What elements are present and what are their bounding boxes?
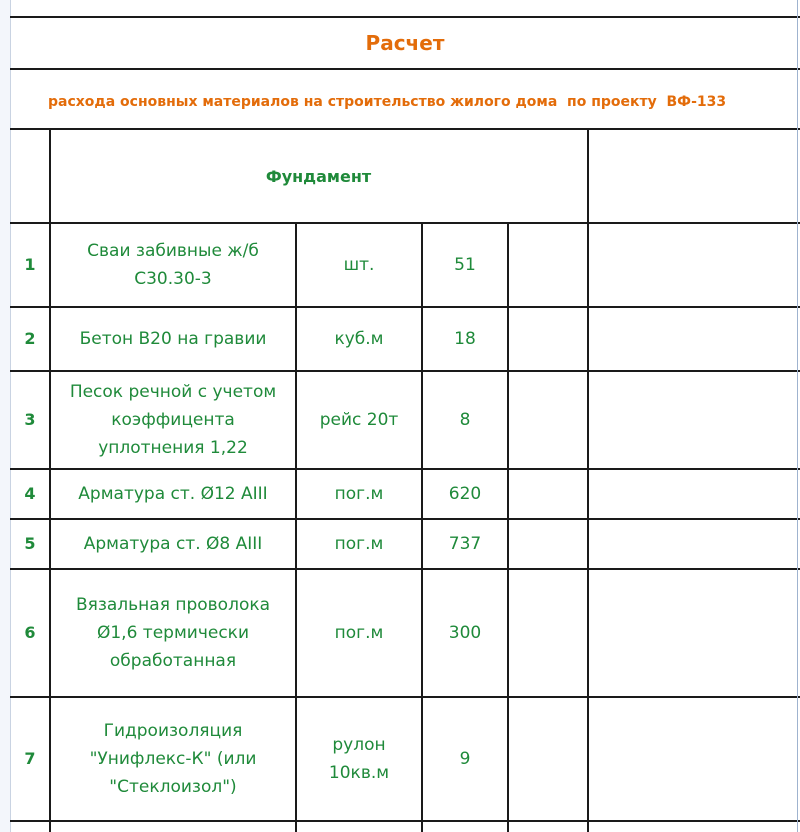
quantity: 18 [454, 329, 476, 349]
unit: пог.м [334, 534, 384, 554]
grid-line [10, 68, 800, 70]
grid-line [587, 128, 589, 832]
quantity: 8 [459, 410, 471, 430]
row-number: 6 [24, 623, 36, 642]
quantity: 51 [454, 255, 476, 275]
grid-line [797, 0, 798, 832]
material-name: Бетон В20 на гравии [79, 329, 267, 349]
material-name: Вязальная проволока Ø1,6 термически обработанная [75, 595, 271, 671]
material-name: Арматура ст. Ø8 АIII [83, 534, 263, 554]
unit: рулон 10кв.м [328, 735, 390, 783]
material-name: Арматура ст. Ø12 АIII [78, 484, 268, 504]
quantity: 737 [448, 534, 482, 554]
material-name: Песок речной с учетом коэффицента уплотнения 1,22 [69, 382, 277, 458]
unit: куб.м [334, 329, 384, 349]
row-number: 1 [24, 255, 36, 274]
row-number: 7 [24, 749, 36, 768]
section-heading: Фундамент [265, 166, 372, 186]
material-name: Сваи забивные ж/б С30.30-3 [87, 241, 259, 289]
unit: рейс 20т [319, 410, 399, 430]
unit: пог.м [334, 623, 384, 643]
row-number: 3 [24, 410, 36, 429]
grid-line [10, 820, 800, 822]
material-name: Гидроизоляция "Унифлекс-К" (или "Стеклоизол") [89, 721, 257, 797]
row-number: 5 [24, 534, 36, 553]
row-number: 4 [24, 484, 36, 503]
unit: пог.м [334, 484, 384, 504]
grid-line [507, 222, 509, 832]
quantity: 9 [459, 749, 471, 769]
document-subtitle: расхода основных материалов на строительство жилого дома по проекту ВФ-133 [48, 94, 727, 110]
unit: шт. [343, 255, 375, 275]
row-number: 2 [24, 329, 36, 348]
quantity: 300 [448, 623, 482, 643]
quantity: 620 [448, 484, 482, 504]
document-title: Расчет [365, 31, 445, 55]
